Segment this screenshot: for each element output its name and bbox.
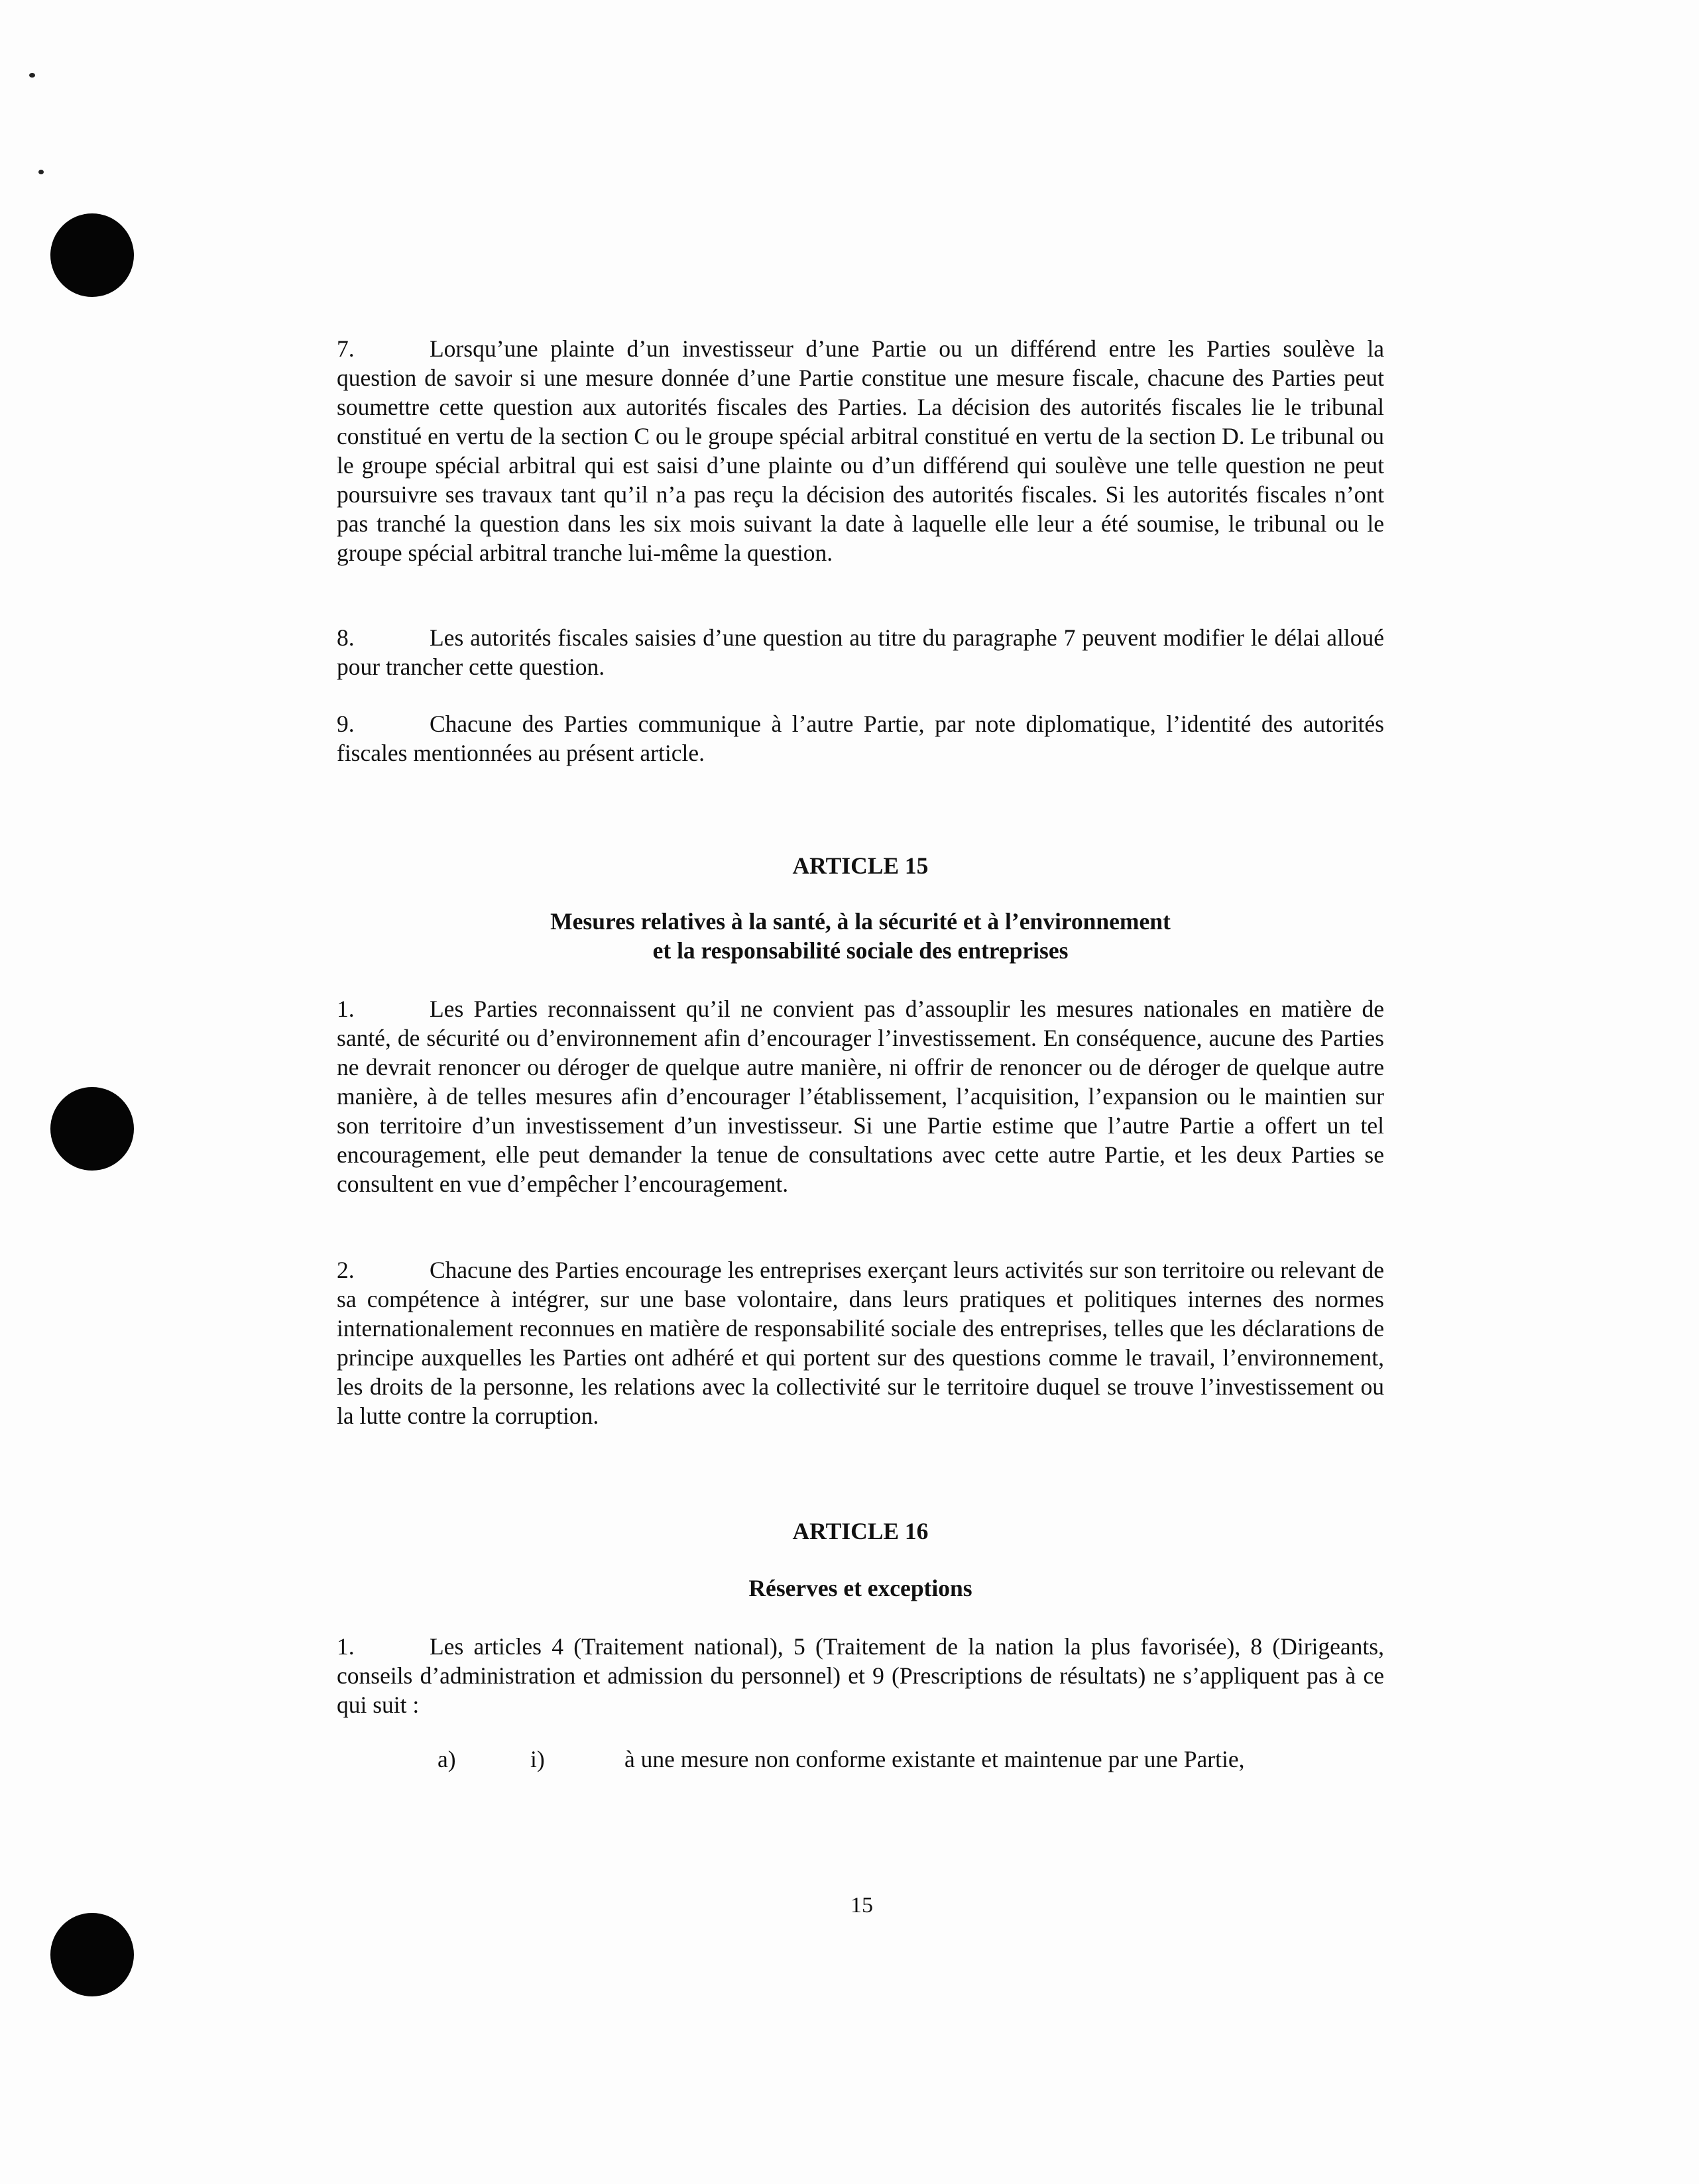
paragraph-text: Les Parties reconnaissent qu’il ne convient pas d’assouplir les mesures nationales en matière de santé, de sécurité ou d’environnement afin d’encourager l’investissement. En conséquence, aucune des Parties ne devrait renoncer ou déroger de quelque autre manière, ni offrir de renoncer ou de déroger de quelque autre manière, à de telles mesures afin d’encourager l’établissement, l’acquisition, l’expansion ou le maintien sur son territoire d’un investissement d’un investisseur. Si une Partie estime que l’autre Partie a offert un tel encouragement, elle peut demander la tenue de consultations avec cette autre Partie, et les deux Parties se consultent en vue d’empêcher l’encouragement.	[337, 996, 1384, 1197]
scan-speck	[29, 73, 35, 78]
paragraph-number: 9.	[337, 711, 355, 737]
article-15-subtitle-line2: et la responsabilité sociale des entreprises	[652, 937, 1069, 964]
paragraph-text: Chacune des Parties encourage les entreprises exerçant leurs activités sur son territoire ou relevant de sa compétence à intégrer, sur une base volontaire, dans leurs pratiques et politiques internes des normes internationalement reconnues en matière de responsabilité sociale des entreprises, telles que les déclarations de principe auxquelles les Parties ont adhéré et qui portent sur des questions comme le travail, l’environnement, les droits de la personne, les relations avec la collectivité sur le territoire duquel se trouve l’investissement ou la lutte contre la corruption.	[337, 1257, 1384, 1429]
sub-item-text: à une mesure non conforme existante et maintenue par une Partie,	[624, 1746, 1245, 1772]
article-15-title: ARTICLE 15	[792, 852, 929, 879]
paragraph-8	[337, 623, 1384, 681]
paragraph-number: 8.	[337, 624, 355, 651]
punch-hole-middle	[50, 1087, 134, 1171]
article-16-title: ARTICLE 16	[792, 1518, 929, 1544]
paragraph-9	[337, 709, 1384, 768]
paragraph-number: 1.	[337, 1633, 355, 1660]
paragraph-text: Les articles 4 (Traitement national), 5 (Traitement de la nation la plus favorisée), 8 (Dirigeants, conseils d’administration et admission du personnel) et 9 (Prescriptions de résultats) ne s’appliquent pas à ce qui suit :	[337, 1633, 1384, 1718]
punch-hole-bottom	[50, 1913, 134, 1996]
article-15-paragraph-1	[337, 994, 1384, 1198]
sub-item-roman: i)	[530, 1746, 545, 1772]
article-16-subtitle: Réserves et exceptions	[748, 1575, 972, 1601]
sub-item-letter: a)	[438, 1746, 456, 1772]
paragraph-text: Lorsqu’une plainte d’un investisseur d’une Partie ou un différend entre les Parties soulève la question de savoir si une mesure donnée d’une Partie constitue une mesure fiscale, chacune des Parties peut soumettre cette question aux autorités fiscales des Parties. La décision des autorités fiscales lie le tribunal constitué en vertu de la section C ou le groupe spécial arbitral constitué en vertu de la section D. Le tribunal ou le groupe spécial arbitral qui est saisi d’une plainte ou d’un différend qui soulève une telle question ne peut poursuivre ses travaux tant qu’il n’a pas reçu la décision des autorités fiscales. Si les autorités fiscales n’ont pas tranché la question dans les six mois suivant la date à laquelle elle leur a été soumise, le tribunal ou le groupe spécial arbitral tranche lui-même la question.	[337, 335, 1384, 566]
punch-hole-top	[50, 213, 134, 297]
page-number: 15	[850, 1893, 873, 1918]
paragraph-text: Les autorités fiscales saisies d’une question au titre du paragraphe 7 peuvent modifier le délai alloué pour trancher cette question.	[337, 624, 1384, 680]
scan-speck	[38, 170, 44, 174]
paragraph-number: 7.	[337, 335, 355, 362]
paragraph-number: 1.	[337, 996, 355, 1022]
article-15-paragraph-2	[337, 1255, 1384, 1430]
paragraph-text: Chacune des Parties communique à l’autre Partie, par note diplomatique, l’identité des autorités fiscales mentionnées au présent article.	[337, 711, 1384, 766]
paragraph-number: 2.	[337, 1257, 355, 1283]
article-15-subtitle-line1: Mesures relatives à la santé, à la sécurité et à l’environnement	[550, 908, 1171, 935]
article-16-paragraph-1	[337, 1632, 1384, 1719]
paragraph-7	[337, 334, 1384, 567]
